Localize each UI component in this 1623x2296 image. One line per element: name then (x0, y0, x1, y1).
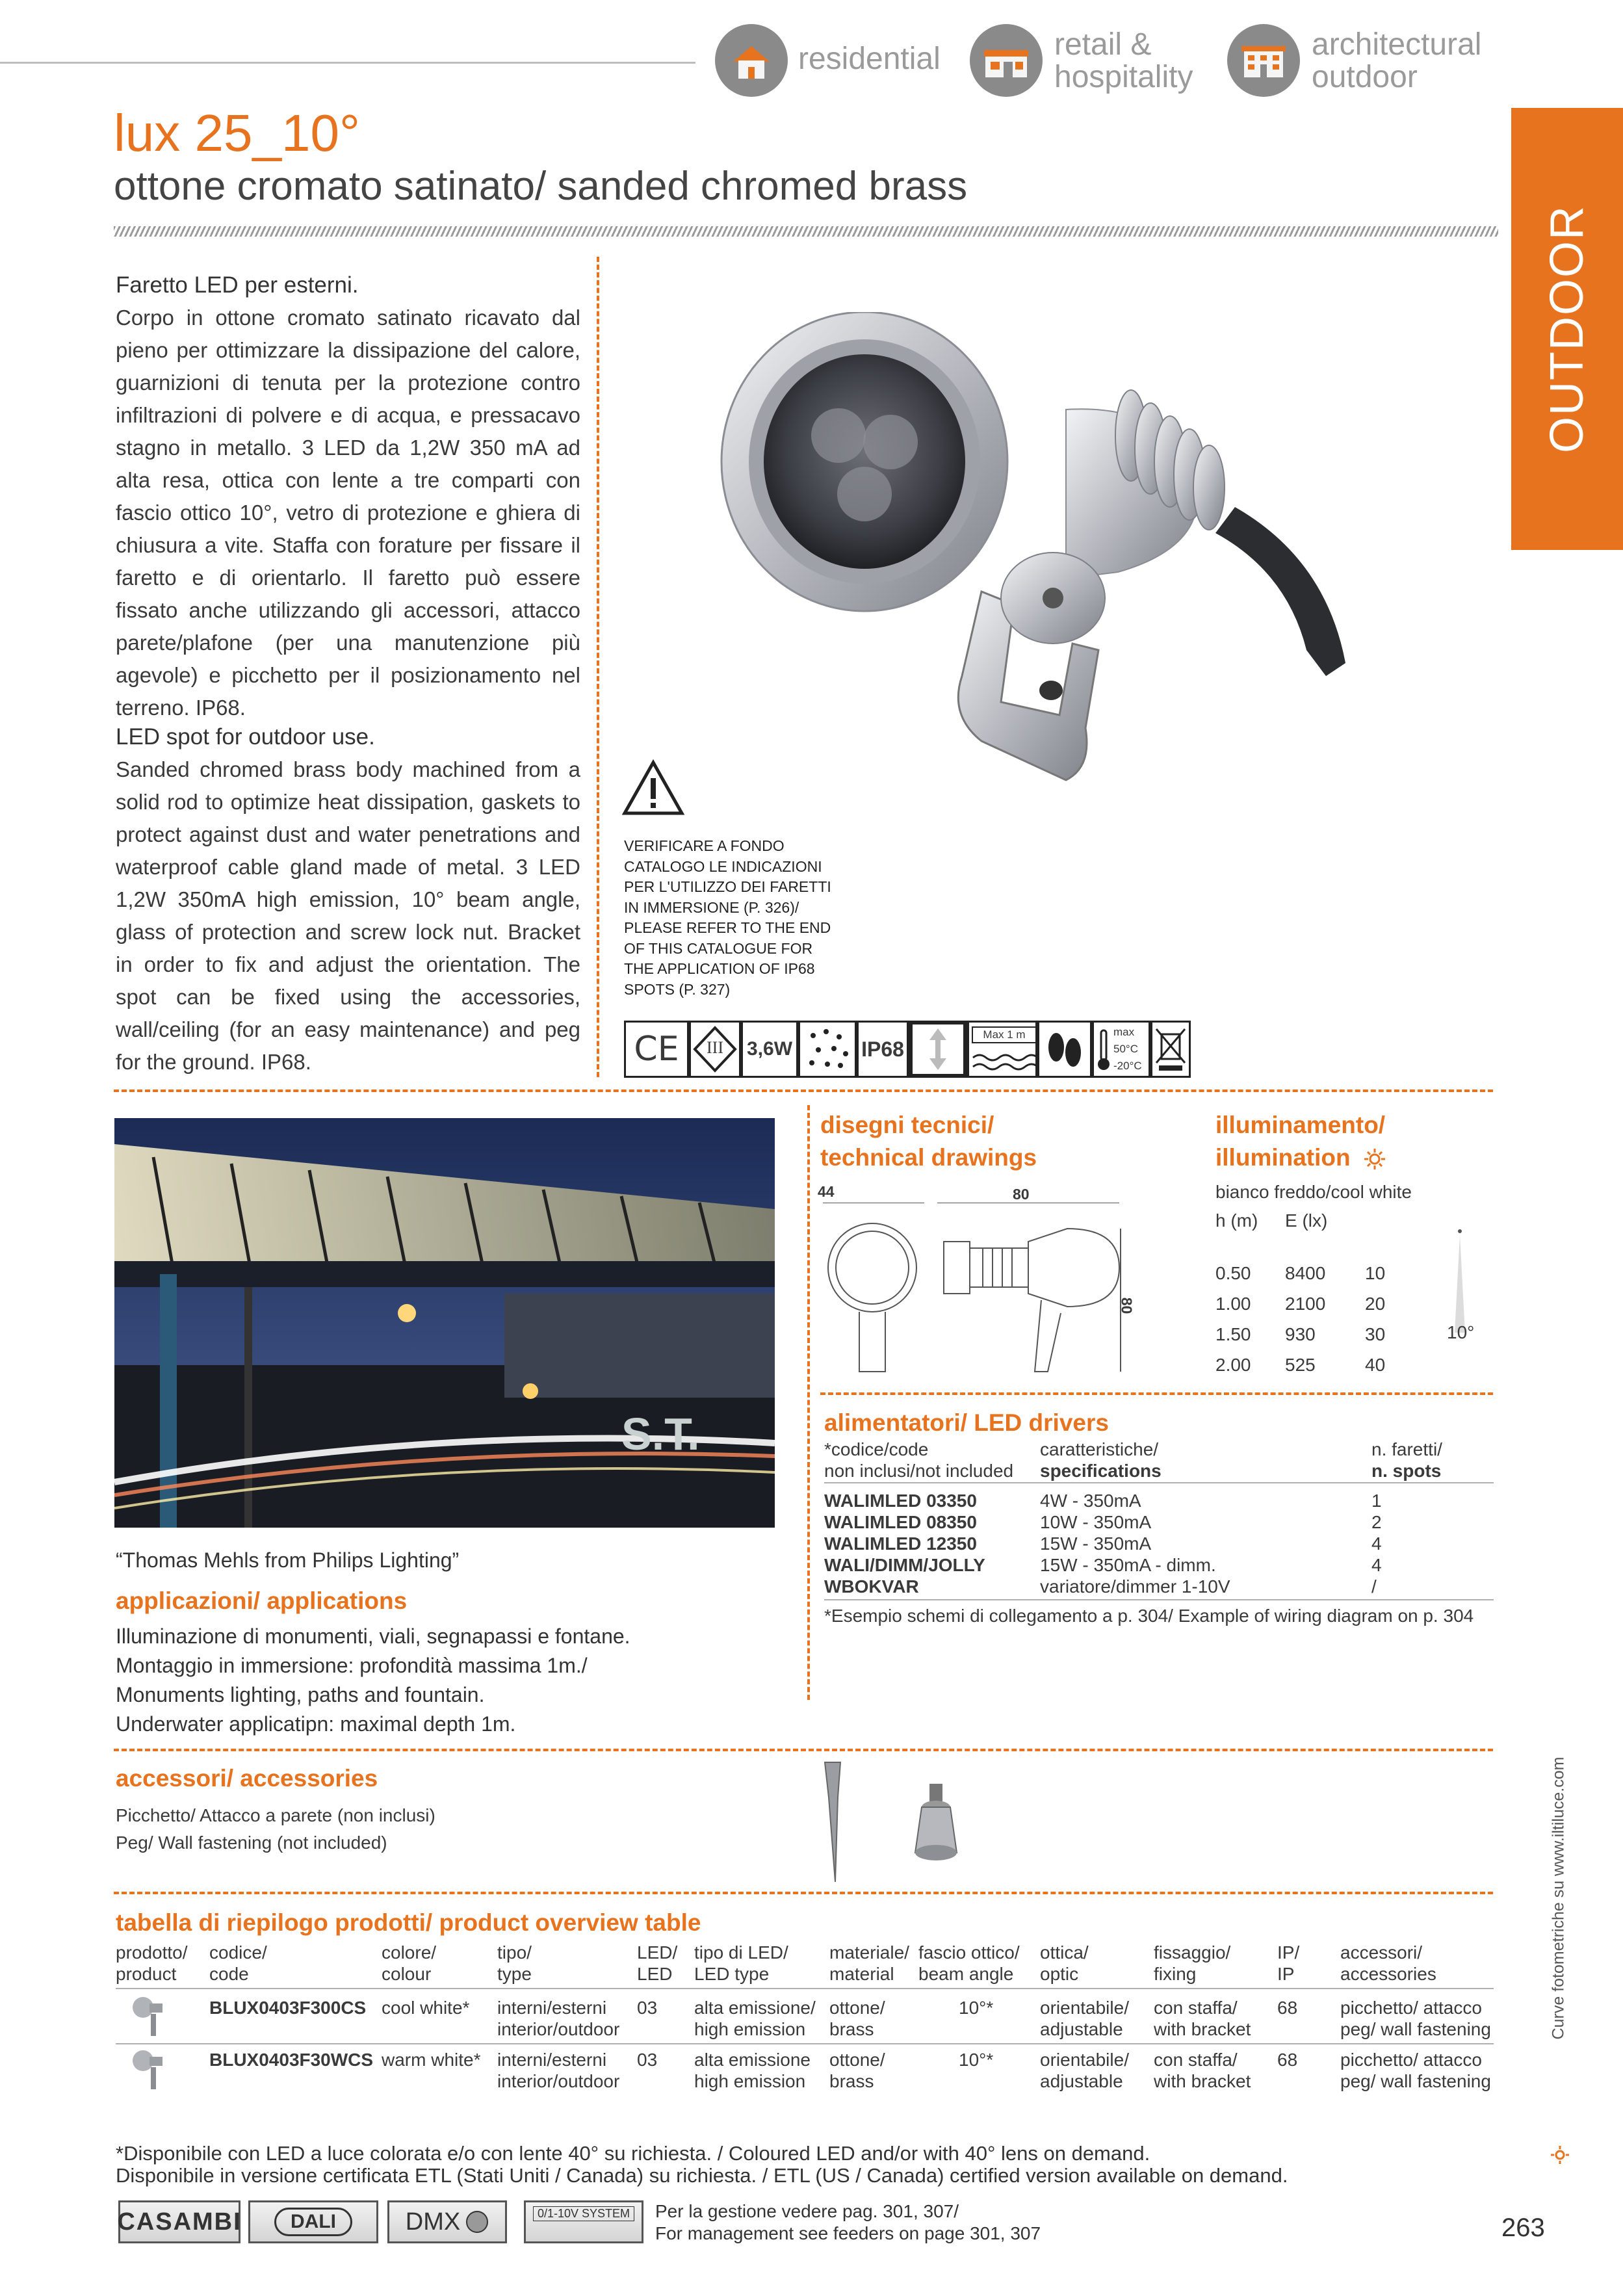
thermometer-icon (1097, 1029, 1111, 1072)
overview-row-ledtype-a: alta emissione/ (694, 1998, 816, 2018)
warning-line: IN IMMERSIONE (P. 326)/ (624, 898, 799, 916)
drivers-heading: alimentatori/ LED drivers (824, 1409, 1109, 1436)
side-tab (1511, 108, 1623, 550)
depth-mark (967, 1021, 1037, 1078)
overview-row-colour: warm white* (382, 2050, 481, 2070)
illumination-d: 40 (1365, 1355, 1386, 1375)
description-english-heading: LED spot for outdoor use. (116, 724, 375, 750)
drivers-col1-b: non inclusi/not included (824, 1461, 1014, 1481)
applications-line: Montaggio in immersione: profondità massima 1m./ (116, 1654, 588, 1677)
overview-row-ledtype-b: high emission (694, 2071, 806, 2091)
overview-row-type-a: interni/esterni (497, 1998, 607, 2018)
product-thumbnail (130, 1994, 169, 2040)
page-subtitle: ottone cromato satinato/ sanded chromed brass (114, 164, 968, 209)
temp-low-label: -20°C (1113, 1060, 1142, 1072)
accessories-line-1: Picchetto/ Attacco a parete (non inclusi) (116, 1805, 435, 1825)
beam-cone-graphic (1447, 1222, 1473, 1339)
illumination-heading-en: illumination (1215, 1144, 1351, 1171)
driver-code: WBOKVAR (824, 1576, 919, 1597)
overview-header-a: LED/ (637, 1942, 678, 1963)
application-photo (114, 1118, 775, 1528)
warning-line: VERIFICARE A FONDO (624, 837, 785, 854)
control-note-line-2: For management see feeders on page 301, 307 (655, 2223, 1041, 2243)
overview-row-code: BLUX0403F30WCS (209, 2050, 374, 2070)
driver-spec: 10W - 350mA (1040, 1512, 1152, 1532)
description-english (116, 721, 580, 1078)
overview-row-material-a: ottone/ (829, 2050, 885, 2070)
illumination-d-values (1365, 1258, 1385, 1380)
water-spray-icon (800, 1023, 855, 1076)
applications-line: Illuminazione di monumenti, viali, segnapassi e fontane. (116, 1624, 630, 1648)
illumination-color-label: bianco freddo/cool white (1215, 1182, 1412, 1202)
overview-row-beam: 10°* (959, 1998, 994, 2018)
page-title: lux 25_10° (114, 104, 360, 162)
overview-row-fixing-a: con staffa/ (1154, 1998, 1238, 2018)
drivers-codes (824, 1490, 985, 1597)
footnotes (116, 2143, 1288, 2187)
dmx-logo-text: DMX (405, 2208, 461, 2236)
driver-code: WALIMLED 03350 (824, 1491, 977, 1511)
casambi-logo: CASAMBI (118, 2200, 240, 2243)
walk-over-mark (1037, 1021, 1092, 1078)
drivers-counts (1371, 1490, 1382, 1597)
overview-row-led: 03 (637, 2050, 658, 2070)
illumination-e-values (1285, 1258, 1325, 1380)
title-hatch-rule (114, 226, 1498, 237)
overview-row-code: BLUX0403F300CS (209, 1998, 367, 2018)
overview-row-type-a: interni/esterni (497, 2050, 607, 2070)
overview-header-a: fissaggio/ (1154, 1942, 1231, 1963)
power-rating: 3,6W (741, 1021, 798, 1078)
overview-header-b: LED (637, 1964, 673, 1984)
dim-side-label: 80 (1013, 1186, 1030, 1203)
footnote-line-2: Disponibile in versione certificata ETL (Stati Uniti / Canada) su richiesta. / ETL (US / Canada) certified version available on demand. (116, 2164, 1288, 2187)
beam-angle-label: 10° (1447, 1322, 1475, 1342)
illumination-heading (1215, 1109, 1385, 1174)
driver-spec: variatore/dimmer 1-10V (1040, 1576, 1230, 1597)
drivers-col3-a: n. faretti/ (1371, 1439, 1442, 1459)
section-divider-3 (114, 1892, 1493, 1894)
warning-line: PLEASE REFER TO THE END (624, 919, 831, 936)
ip-rating: IP68 (857, 1021, 909, 1078)
dmx-logo (387, 2200, 507, 2243)
overview-header-rule (116, 1988, 1494, 1989)
warning-line: CATALOGO LE INDICAZIONI (624, 857, 822, 875)
accessories-text (116, 1802, 435, 1857)
overview-header-a: tipo/ (497, 1942, 532, 1963)
applications-heading: applicazioni/ applications (116, 1587, 408, 1614)
dim-height-label: 80 (1118, 1297, 1136, 1314)
illumination-e: 930 (1285, 1324, 1316, 1344)
footnote-line-1: *Disponibile con LED a luce colorata e/o con lente 40° su richiesta. / Coloured LED and/or with 40° lens on demand. (116, 2142, 1150, 2165)
overview-row-ip: 68 (1277, 2050, 1298, 2070)
overview-row-optic-a: orientabile/ (1040, 1998, 1129, 2018)
description-italian-body: Corpo in ottone cromato satinato ricavato dal pieno per ottimizzare la dissipazione del calore, guarnizioni di tenuta per la protezione contro infiltrazioni di polvere e di acqua, e pressacavo stagno in metallo. 3 LED da 1,2W 350 mA ad alta resa, ottica con lente a tre comparti con fascio ottico 10°, vetro di protezione e ghiera di chiusura a vite. Staffa con forature per fissare il faretto e di orientarlo. Il faretto può essere fissato anche utilizzando gli accessori, attacco parete/plafone (per una manutenzione più agevole) e picchetto per il posizionamento nel terreno. IP68. (116, 306, 580, 720)
warning-line: THE APPLICATION OF IP68 (624, 960, 815, 977)
segment-architectural-label-1: architectural (1312, 27, 1482, 62)
product-thumbnail (130, 2048, 169, 2093)
immersion-arrows-icon (913, 1024, 963, 1074)
drivers-specs (1040, 1490, 1230, 1597)
overview-header-b: type (497, 1964, 532, 1984)
v010-logo (524, 2200, 643, 2243)
driver-count: 4 (1371, 1555, 1382, 1575)
overview-row-ip: 68 (1277, 1998, 1298, 2018)
technical-heading-it: disegni tecnici/ (820, 1112, 994, 1138)
water-waves-icon (969, 1045, 1035, 1076)
applications-line: Monuments lighting, paths and fountain. (116, 1683, 485, 1706)
immersion-mark (909, 1021, 967, 1078)
control-note-line-1: Per la gestione vedere pag. 301, 307/ (655, 2201, 959, 2221)
illumination-e: 2100 (1285, 1294, 1326, 1314)
v010-logo-text: 0/1-10V SYSTEM (533, 2206, 634, 2221)
building-icon (1227, 24, 1300, 97)
overview-header-a: materiale/ (829, 1942, 909, 1963)
overview-row-beam: 10°* (959, 2050, 994, 2070)
house-icon (715, 24, 788, 97)
overview-header-a: ottica/ (1040, 1942, 1089, 1963)
overview-header-b: product (116, 1964, 177, 1984)
dmx-sphere-icon (465, 2210, 489, 2234)
segment-retail-badge (970, 24, 1043, 97)
overview-header-a: IP/ (1277, 1942, 1300, 1963)
overview-header-b: accessories (1340, 1964, 1436, 1984)
overview-row-colour: cool white* (382, 1998, 470, 2018)
middle-column-divider (807, 1105, 810, 1700)
overview-header-a: colore/ (382, 1942, 437, 1963)
driver-count: 4 (1371, 1533, 1382, 1554)
overview-header-b: colour (382, 1964, 432, 1984)
driver-spec: 15W - 350mA (1040, 1533, 1152, 1554)
technical-drawing (820, 1203, 1126, 1385)
illumination-h: 1.00 (1215, 1294, 1251, 1314)
accessories-line-2: Peg/ Wall fastening (not included) (116, 1833, 387, 1853)
overview-row-material-b: brass (829, 2019, 874, 2039)
driver-count: / (1371, 1576, 1377, 1597)
segment-residential-badge (715, 24, 788, 97)
overview-header-a: codice/ (209, 1942, 267, 1963)
depth-label: Max 1 m (972, 1026, 1037, 1043)
header-rule (0, 62, 695, 64)
temp-max-label: max (1113, 1026, 1135, 1038)
section-divider-1 (114, 1089, 1493, 1092)
drivers-bottom-rule (824, 1599, 1494, 1600)
driver-spec: 15W - 350mA - dimm. (1040, 1555, 1216, 1575)
drivers-col1-a: *codice/code (824, 1439, 929, 1459)
dali-logo (248, 2200, 378, 2243)
driver-spec: 4W - 350mA (1040, 1491, 1141, 1511)
overview-header-a: prodotto/ (116, 1942, 188, 1963)
illumination-heading-it: illuminamento/ (1215, 1112, 1386, 1138)
drivers-header-rule (824, 1482, 1494, 1483)
drivers-col2-a: caratteristiche/ (1040, 1439, 1159, 1459)
column-divider (597, 257, 599, 1077)
overview-row-fixing-b: with bracket (1154, 2071, 1251, 2091)
weee-mark (1150, 1021, 1191, 1078)
illumination-d: 10 (1365, 1263, 1386, 1283)
illumination-e: 525 (1285, 1355, 1316, 1375)
spray-mark (798, 1021, 857, 1078)
overview-row-material-b: brass (829, 2071, 874, 2091)
illumination-e: 8400 (1285, 1263, 1326, 1283)
description-english-body: Sanded chromed brass body machined from a solid rod to optimize heat dissipation, gaskets to protect against dust and water penetrations and waterproof cable gland made of metal. 3 LED 1,2W 350mA high emission, 10° beam angle, glass of protection and screw lock nut. Bracket in order to fix and adjust the orientation. The spot can be fixed using the accessories, wall/ceiling (for an easy maintenance) and peg for the ground. IP68. (116, 757, 580, 1074)
illumination-h: 2.00 (1215, 1355, 1251, 1375)
overview-header-b: beam angle (918, 1964, 1014, 1984)
illumination-col-h: h (m) (1215, 1210, 1258, 1231)
overview-row-fixing-b: with bracket (1154, 2019, 1251, 2039)
segment-retail-label-1: retail & (1054, 27, 1152, 62)
overview-row-ledtype-b: high emission (694, 2019, 806, 2039)
shop-icon (970, 24, 1043, 97)
dali-logo-text: DALI (274, 2208, 352, 2236)
drivers-col2-b: specifications (1040, 1461, 1162, 1481)
overview-header-b: fixing (1154, 1964, 1197, 1984)
driver-count: 1 (1371, 1491, 1382, 1511)
overview-header-a: accessori/ (1340, 1942, 1423, 1963)
illumination-col-e: E (lx) (1285, 1210, 1328, 1231)
overview-header-b: LED type (694, 1964, 770, 1984)
description-italian-heading: Faretto LED per esterni. (116, 272, 359, 298)
segment-architectural-badge (1227, 24, 1300, 97)
overview-row-type-b: interior/outdoor (497, 2071, 620, 2091)
drivers-note: *Esempio schemi di collegamento a p. 304/ Example of wiring diagram on p. 304 (824, 1606, 1474, 1626)
ce-mark: CE (624, 1021, 689, 1078)
segment-retail-label-2: hospitality (1054, 60, 1193, 94)
dim-front-label: 44 (818, 1183, 835, 1200)
technical-heading-en: technical drawings (820, 1144, 1037, 1171)
illumination-d: 20 (1365, 1294, 1386, 1314)
page-number: 263 (1501, 2213, 1545, 2242)
control-note (655, 2200, 1041, 2245)
overview-row-fixing-a: con staffa/ (1154, 2050, 1238, 2070)
crossed-bin-icon (1152, 1023, 1189, 1076)
overview-row-acc-b: peg/ wall fastening (1340, 2071, 1491, 2091)
applications-text (116, 1622, 630, 1739)
overview-row-ledtype-a: alta emissione (694, 2050, 811, 2070)
overview-header-b: code (209, 1964, 249, 1984)
graffiti-text: S.T. (621, 1409, 700, 1459)
technical-heading (820, 1109, 1037, 1174)
class-iii-label: III (707, 1038, 723, 1057)
overview-header-b: IP (1277, 1964, 1295, 1984)
class-iii-mark (689, 1021, 741, 1078)
illumination-h: 0.50 (1215, 1263, 1251, 1283)
overview-row-rule (116, 2043, 1494, 2044)
overview-header-b: optic (1040, 1964, 1079, 1984)
illumination-d: 30 (1365, 1324, 1386, 1344)
warning-line: OF THIS CATALOGUE FOR (624, 939, 813, 957)
description-italian (116, 269, 580, 724)
applications-line: Underwater applicatipn: maximal depth 1m. (116, 1712, 516, 1736)
sun-icon (1364, 1148, 1386, 1170)
footprint-icon (1039, 1023, 1090, 1076)
section-divider-2 (114, 1749, 1493, 1751)
overview-row-optic-b: adjustable (1040, 2071, 1123, 2091)
segment-architectural-label-2: outdoor (1312, 60, 1418, 94)
warning-line: PER L'UTILIZZO DEI FARETTI (624, 878, 831, 895)
temperature-mark (1092, 1021, 1150, 1078)
driver-code: WALI/DIMM/JOLLY (824, 1555, 985, 1575)
overview-header-a: tipo di LED/ (694, 1942, 788, 1963)
warning-text (624, 836, 831, 1000)
wall-fastening-accessory-image (910, 1781, 962, 1866)
photo-caption: “Thomas Mehls from Philips Lighting” (116, 1548, 460, 1572)
driver-count: 2 (1371, 1512, 1382, 1532)
sun-small-icon (1550, 2145, 1570, 2165)
illumination-h-values (1215, 1258, 1251, 1380)
driver-code: WALIMLED 08350 (824, 1512, 977, 1532)
accessories-heading: accessori/ accessories (116, 1765, 378, 1792)
overview-row-led: 03 (637, 1998, 658, 2018)
overview-header-a: fascio ottico/ (918, 1942, 1020, 1963)
overview-row-acc-a: picchetto/ attacco (1340, 2050, 1482, 2070)
illumination-h: 1.50 (1215, 1324, 1251, 1344)
overview-row-optic-a: orientabile/ (1040, 2050, 1129, 2070)
drivers-col3-b: n. spots (1371, 1461, 1442, 1481)
temp-high-label: 50°C (1113, 1043, 1138, 1055)
side-tab-label: OUTDOOR (1541, 205, 1593, 453)
warning-icon (621, 759, 686, 817)
overview-row-type-b: interior/outdoor (497, 2019, 620, 2039)
segment-residential-label: residential (798, 42, 941, 76)
overview-row-material-a: ottone/ (829, 1998, 885, 2018)
peg-accessory-image (816, 1758, 848, 1888)
driver-code: WALIMLED 12350 (824, 1533, 977, 1554)
overview-row-acc-b: peg/ wall fastening (1340, 2019, 1491, 2039)
overview-row-acc-a: picchetto/ attacco (1340, 1998, 1482, 2018)
overview-header-b: material (829, 1964, 894, 1984)
overview-heading: tabella di riepilogo prodotti/ product overview table (116, 1909, 701, 1936)
drivers-divider (820, 1392, 1493, 1395)
overview-row-optic-b: adjustable (1040, 2019, 1123, 2039)
side-note: Curve fotometriche su www.iltiluce.com (1549, 1756, 1568, 2040)
warning-line: SPOTS (P. 327) (624, 980, 731, 998)
